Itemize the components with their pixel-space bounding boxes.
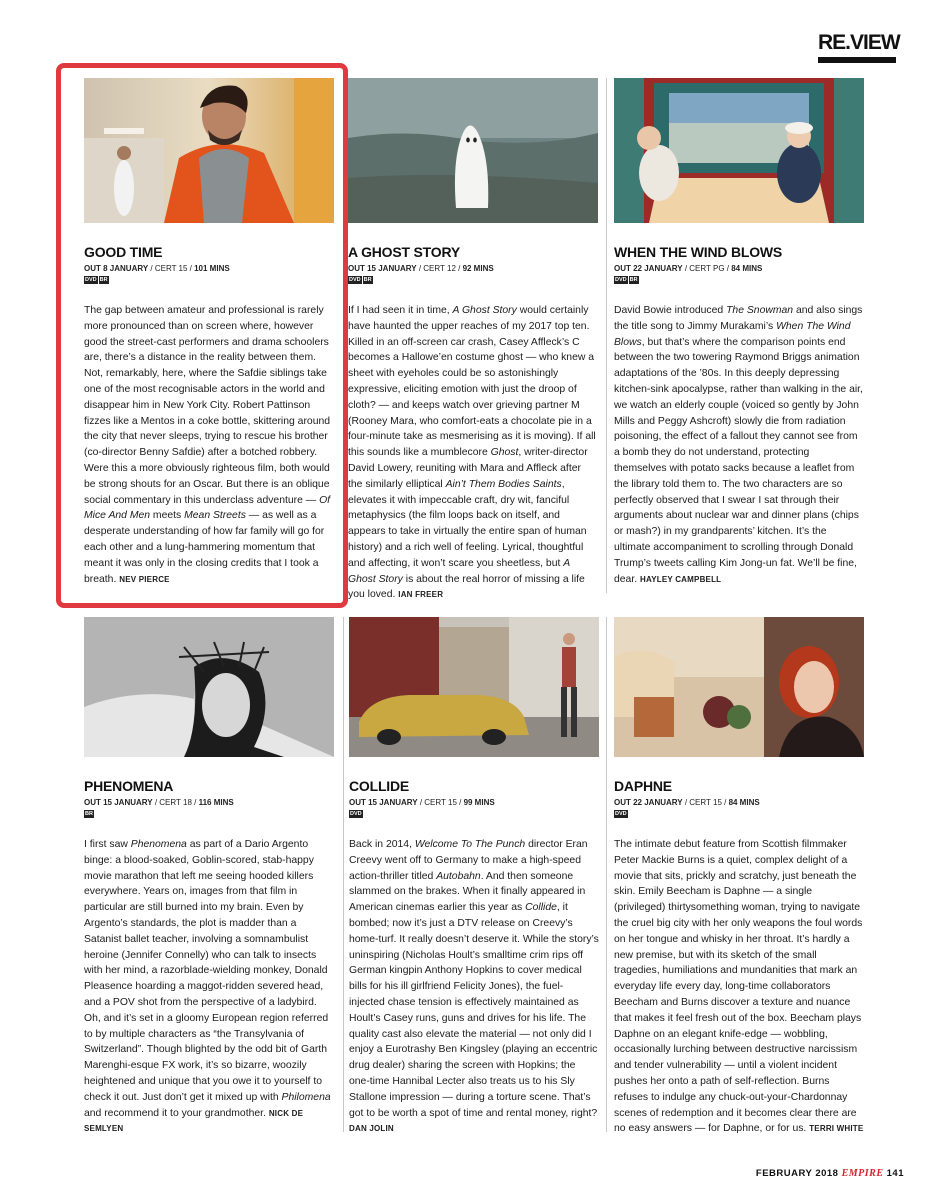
logo-text: RE.VIEW [818, 31, 900, 54]
review-title: GOOD TIME [84, 244, 163, 260]
photo-sheet-ghost [348, 78, 598, 223]
format-badge: BR [85, 811, 93, 817]
review-daphne [614, 617, 864, 1137]
review-author: DAN JOLIN [349, 1124, 394, 1134]
column-divider [343, 617, 344, 1132]
column-divider [606, 78, 607, 593]
format-badge: BR [629, 277, 638, 283]
review-title: DAPHNE [614, 778, 672, 794]
review-meta: OUT 22 JANUARY / CERT 15 / 84 MINS [614, 798, 760, 807]
review-meta: OUT 15 JANUARY / CERT 15 / 99 MINS [349, 798, 495, 807]
review-collide [349, 617, 599, 1137]
format-badge: DVD [615, 277, 627, 283]
format-badges [349, 810, 599, 819]
review-title: PHENOMENA [84, 778, 174, 794]
review-body: If I had seen it in time, A Ghost Story would certainly have haunted the upper reaches of my 2017 top ten. Killed in an off-screen car crash, Casey Affleck’s C becomes a Hallowe’en costume ghost — who knew a sheet with eyeholes could be so astonishingly expressive, eliciting emotion with just the droop of cloth? — and keeps watch over grieving partner M (Rooney Mara, who comfort-eats a chocolate pie in a four-minute take as mesmerising as it is moving). If all this sounds like a mumblecore Ghost, writer-director David Lowery, reuniting with Mara and Affleck after the similarly elliptical Ain’t Them Bodies Saints, elevates it with impeccable craft, dry wit, fanciful metaphysics (the film loops back on itself, and appears to take in virtually the entire span of human history) and a rich well of feeling. Lyrical, thoughtful and affecting, it won’t scare you sheetless, but A Ghost Story is about the real horror of missing a life you loved. IAN FREER [348, 305, 596, 601]
review-author: IAN FREER [398, 590, 444, 600]
format-badges [614, 810, 864, 819]
photo-gold-sports-car [349, 617, 599, 757]
photo-red-haired-woman [614, 617, 864, 757]
format-badge: DVD [85, 277, 97, 283]
format-badge: DVD [615, 811, 627, 817]
review-body: I first saw Phenomena as part of a Dario Argento binge: a blood-soaked, Goblin-scored, stab-happy movie marathon that left me seeing hooded killers everywhere. Years on, images from that film in particular are still burned into my brain. Even by Argento’s standards, the plot is madder than a Satanist ballet teacher, involving a somnambulist heroine (Jennifer Connelly) who can talk to insects with her mind, a razorblade-wielding monkey, Donald Pleasence hoarding a maggot-ridden severed head, and a POV shot from the perspective of a ladybird. Oh, and it’s set in a gloomy European region referred to by multiple characters as “the Transylvania of Switzerland”. Though blighted by the odd bit of Garth Marenghi-esque FX work, it’s so bizarre, woozily heightened and unique that you owe it to yourself to check it out. Just don’t get it mixed up with Philomena and recommend it to your grandmother. NICK DE SEMLYEN [84, 839, 331, 1134]
format-badge: BR [99, 277, 108, 283]
column-divider [606, 617, 607, 1132]
issue-date: FEBRUARY 2018 [755, 1168, 839, 1179]
highlight-box [56, 63, 348, 608]
magazine-brand: EMPIRE [841, 1168, 884, 1179]
format-badge: DVD [350, 811, 362, 817]
review-a-ghost-story [348, 78, 598, 603]
page-footer [756, 1168, 904, 1179]
review-title: COLLIDE [349, 778, 410, 794]
photo-woman-with-wire-headgear [84, 617, 334, 757]
review-author: TERRI WHITE [809, 1124, 864, 1134]
review-body: David Bowie introduced The Snowman and also sings the title song to Jimmy Murakami’s When The Wind Blows, but that’s where the comparison points end between the two towering Raymond Briggs animation adaptations of the ’80s. In this deeply depressing kitchen-sink apocalypse, rather than walking in the air, we watch an elderly couple (voiced so gently by John Mills and Peggy Ashcroft) slowly die from radiation poisoning, the effect of a fallout they cannot see from a bomb they do not understand, protecting themselves with potato sacks because a leaflet from the library told them to. The two characters are so perfectly observed that I swear I sat through their arguments about nuclear war and dinner plans (chips or mash?) in my grandparents’ kitchen. It’s the ultimate accompaniment to scrolling through Donald Trump’s tweets calling Kim Jong-un fat. We’ll be fine, dear. HAYLEY CAMPBELL [614, 305, 863, 585]
review-section-logo [818, 30, 900, 62]
format-badges [84, 810, 334, 819]
logo-underline [818, 57, 896, 63]
format-badges [348, 276, 598, 285]
review-author: NICK DE SEMLYEN [84, 1108, 304, 1134]
format-badge: BR [363, 277, 372, 283]
review-meta: OUT 8 JANUARY / CERT 15 / 101 MINS [84, 264, 230, 273]
review-body: Back in 2014, Welcome To The Punch director Eran Creevy went off to Germany to make a high-speed action-thriller titled Autobahn. And then someone slammed on the brakes. When it finally appeared in American cinemas earlier this year as Collide, it bombed; now it’s just a DTV release on Creevy’s home-turf. It really doesn’t deserve it. While the story’s uninspiring (Nicholas Hoult’s smalltime crim rips off German kingpin Anthony Hopkins to cover medical bills for his ill girlfriend Felicity Jones), the fuel-injected chase tension is effectively maintained as Hoult’s Casey runs, guns and drives for his life. The quality cast also elevate the material — not only did I enjoy a Eurotrashy Ben Kingsley (playing an eccentric drug dealer) sharing the screen with Hopkins; the one-time Hannibal Lecter also treats us to his Sly Stallone impression — during a torture scene. That’s got to be worth a spot of time and rental money, right? DAN JOLIN [349, 839, 599, 1134]
review-meta: OUT 15 JANUARY / CERT 12 / 92 MINS [348, 264, 494, 273]
review-body: The intimate debut feature from Scottish filmmaker Peter Mackie Burns is a quiet, complex delight of a movie that sits, prickly and scratchy, just beneath the skin. Emily Beecham is Daphne — a single (privileged) thirtysomething woman, trying to navigate the cruel big city with her only weapons the foul words on her tongue and whisky in her throat. It’s hardly a new premise, but with its sketch of the small tragedies, humiliations and mundanities that mark an everyday life every day, long-time collaborators Beecham and Burns discover a texture and nuance that makes it feel fresh out of the box. Beecham plays Daphne on an elegant knife-edge — wobbling, occasionally lurching between destructive narcissism and tender vulnerability — until a violent incident pushes her onto a path of self-reflection. Burns refuses to indulge any chuck-out-your-Chardonnay scenes of redemption and it becomes clear there are no easy answers — for Daphne, or for us. TERRI WHITE [614, 839, 864, 1135]
photo-animated-couple [614, 78, 864, 223]
review-meta: OUT 15 JANUARY / CERT 18 / 116 MINS [84, 798, 234, 807]
review-author: HAYLEY CAMPBELL [640, 574, 722, 584]
review-meta: OUT 22 JANUARY / CERT PG / 84 MINS [614, 264, 763, 273]
review-when-the-wind-blows [614, 78, 864, 587]
review-body: The gap between amateur and professional is rarely more pronounced than on screen where, however good the street-cast performers and drama schoolers are, there’s a distance in the reality between them. Not, remarkably, here, where the Safdie siblings take one of the most recognisable actors in the world and disappear him in New York City. Robert Pattinson fizzes like a Mentos in a coke bottle, skittering around the city that never sleeps, trying to rescue his brother (co-director Benny Safdie) after a botched robbery. Were this a more obviously righteous film, both would be strong shouts for an Oscar. But there is an oblique social commentary in this underclass adventure — Of Mice And Men meets Mean Streets — as well as a desperate understanding of how far family will go for each other and a lung-hammering momentum that meant it was only in the closing credits that I took a breath. NEV PIERCE [84, 305, 331, 585]
review-phenomena [84, 617, 334, 1137]
review-title: A GHOST STORY [348, 244, 461, 260]
review-author: NEV PIERCE [119, 574, 170, 584]
format-badge: DVD [349, 277, 361, 283]
page-number: 141 [886, 1168, 904, 1179]
format-badges [614, 276, 864, 285]
review-title: WHEN THE WIND BLOWS [614, 244, 783, 260]
